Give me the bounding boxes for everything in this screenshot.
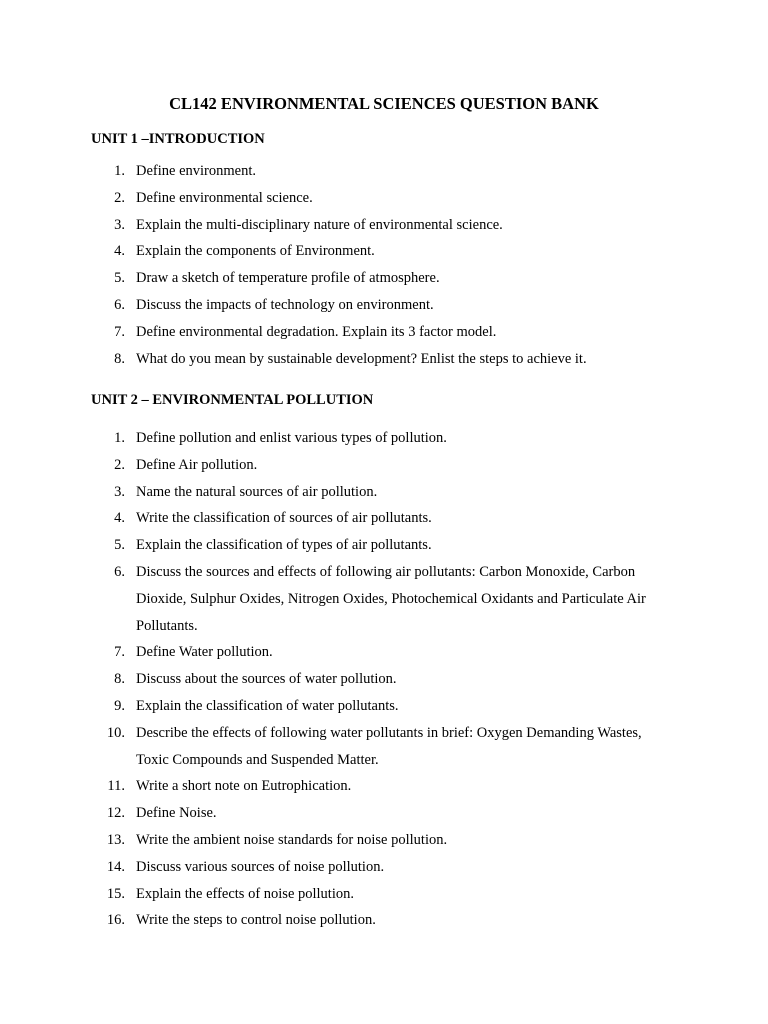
list-item: [0, 693, 768, 720]
question-number: 4.: [114, 243, 125, 260]
page-title: CL142 ENVIRONMENTAL SCIENCES QUESTION BANK: [169, 94, 599, 113]
list-item: [0, 425, 768, 452]
question-text: Define Water pollution.: [136, 644, 273, 661]
question-number: 5.: [114, 270, 125, 287]
question-number: 13.: [106, 831, 125, 848]
list-item: [0, 265, 768, 292]
question-text: Discuss various sources of noise pollution.: [136, 858, 385, 875]
question-text: Describe the effects of following water pollutants in brief: Oxygen Demanding Wastes, Toxic Compounds and Suspended Matter.: [136, 724, 642, 768]
question-text: Write the classification of sources of air pollutants.: [136, 510, 432, 527]
unit-1-question-list: [0, 158, 768, 372]
list-item: [0, 881, 768, 908]
question-text: Define environmental science.: [136, 189, 313, 206]
list-item: [0, 505, 768, 532]
question-number: 12.: [106, 805, 125, 822]
question-number: 6.: [114, 296, 125, 313]
question-text: Write the steps to control noise pollution.: [136, 912, 376, 929]
question-text: Explain the multi-disciplinary nature of environmental science.: [136, 216, 503, 233]
list-item: [0, 666, 768, 693]
question-text: Define environmental degradation. Explain its 3 factor model.: [136, 323, 497, 340]
question-number: 2.: [114, 189, 125, 206]
list-item: [0, 559, 768, 639]
question-text: Discuss the impacts of technology on environment.: [136, 296, 434, 313]
question-number: 14.: [106, 858, 125, 875]
unit-1-heading: UNIT 1 –INTRODUCTION: [91, 131, 265, 147]
question-number: 4.: [114, 510, 125, 527]
question-number: 1.: [114, 430, 125, 446]
list-item: [0, 479, 768, 506]
question-text: Define pollution and enlist various types of pollution.: [136, 430, 447, 446]
question-number: 5.: [114, 537, 125, 554]
question-number: 2.: [114, 456, 125, 473]
question-text: Write a short note on Eutrophication.: [136, 778, 352, 795]
list-item: [0, 185, 768, 212]
question-number: 8.: [114, 671, 125, 688]
question-text: Name the natural sources of air pollution.: [136, 483, 378, 500]
question-text: Draw a sketch of temperature profile of atmosphere.: [136, 270, 440, 287]
question-number: 8.: [114, 350, 125, 367]
list-item: [0, 639, 768, 666]
list-item: [0, 720, 768, 774]
question-text: Discuss about the sources of water pollution.: [136, 671, 397, 688]
list-item: [0, 827, 768, 854]
list-item: [0, 800, 768, 827]
question-number: 16.: [106, 912, 125, 929]
question-text: Define Noise.: [136, 805, 217, 822]
list-item: [0, 773, 768, 800]
list-item: [0, 158, 768, 185]
list-item: [0, 907, 768, 934]
question-text: Explain the classification of types of air pollutants.: [136, 537, 432, 554]
question-number: 1.: [114, 163, 125, 179]
question-text: Explain the classification of water pollutants.: [136, 697, 399, 714]
question-number: 9.: [114, 697, 125, 714]
question-number: 7.: [114, 644, 125, 661]
question-number: 7.: [114, 323, 125, 340]
unit-2-heading: UNIT 2 – ENVIRONMENTAL POLLUTION: [91, 392, 374, 408]
question-text: Discuss the sources and effects of following air pollutants: Carbon Monoxide, Carbon Dioxide, Sulphur Oxides, Nitrogen Oxides, Photochemical Oxidants and Particulate Air Pollutants.: [136, 563, 646, 634]
list-item: [0, 452, 768, 479]
question-number: 10.: [106, 724, 125, 741]
question-text: What do you mean by sustainable development? Enlist the steps to achieve it.: [136, 350, 587, 367]
question-text: Explain the components of Environment.: [136, 243, 375, 260]
list-item: [0, 854, 768, 881]
question-text: Define environment.: [136, 163, 256, 179]
list-item: [0, 319, 768, 346]
list-item: [0, 292, 768, 319]
question-text: Define Air pollution.: [136, 456, 258, 473]
question-number: 3.: [114, 483, 125, 500]
question-text: Write the ambient noise standards for noise pollution.: [136, 831, 448, 848]
unit-2-question-list: [0, 425, 768, 934]
list-item: [0, 238, 768, 265]
list-item: [0, 346, 768, 373]
question-number: 6.: [114, 563, 125, 580]
list-item: [0, 532, 768, 559]
list-item: [0, 212, 768, 239]
question-number: 11.: [107, 778, 125, 795]
question-text: Explain the effects of noise pollution.: [136, 885, 354, 902]
question-number: 15.: [106, 885, 125, 902]
question-number: 3.: [114, 216, 125, 233]
